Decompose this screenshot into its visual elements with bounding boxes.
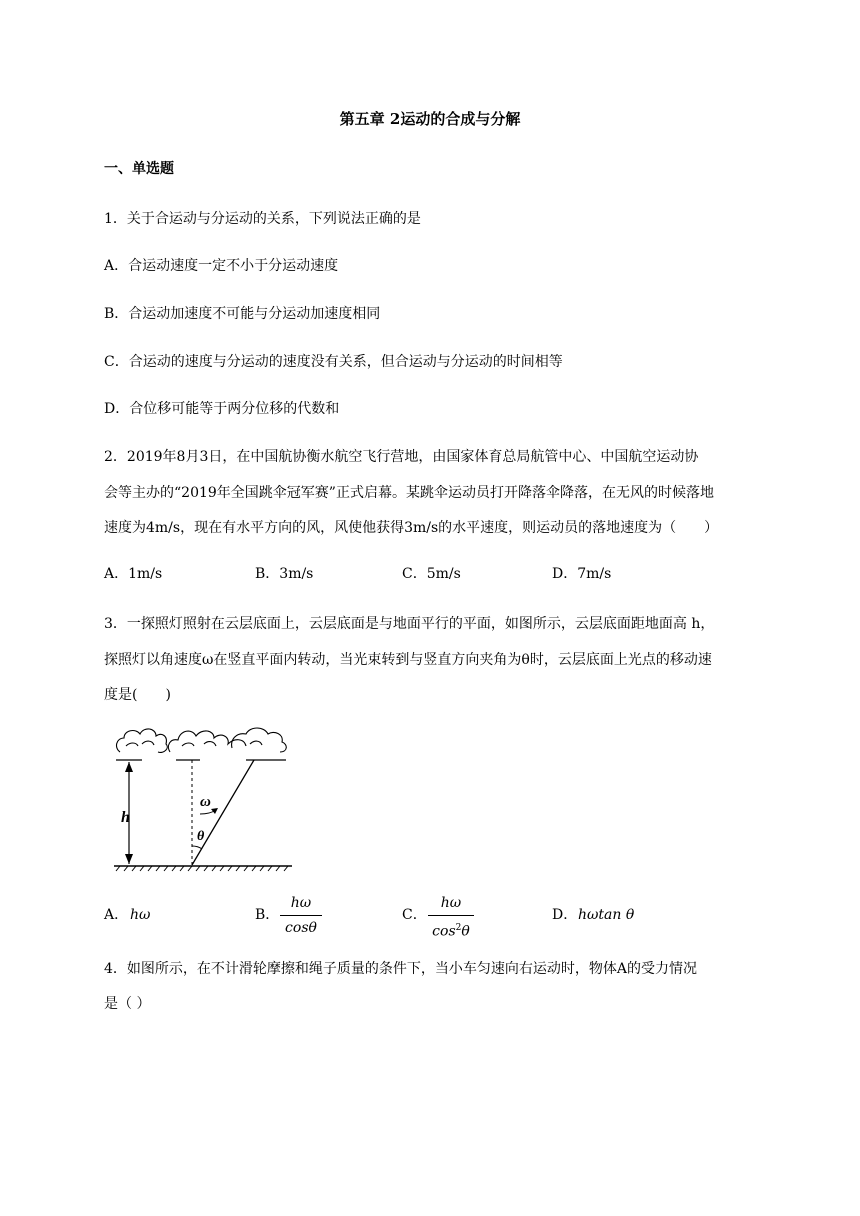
page-title: 第五章 2运动的合成与分解 bbox=[339, 110, 521, 128]
q3-stem-line2: 探照灯以角速度ω在竖直平面内转动，当光束转到与竖直方向夹角为θ时，云层底面上光点的移动速 bbox=[104, 652, 712, 668]
q3-option-c-den-post: θ bbox=[461, 923, 470, 940]
q3-option-b-denominator: cosθ bbox=[285, 920, 317, 936]
q3-option-b-fraction bbox=[280, 894, 322, 937]
cloud-shape bbox=[117, 728, 287, 752]
q3-option-c-fraction bbox=[428, 894, 474, 941]
q1-option-c: C．合运动的速度与分运动的速度没有关系，但合运动与分运动的时间相等 bbox=[104, 354, 563, 370]
fraction-bar bbox=[280, 915, 322, 916]
q3-option-c-denominator bbox=[428, 919, 474, 941]
q1-option-b: B．合运动加速度不可能与分运动加速度相同 bbox=[104, 306, 381, 322]
q3-option-a-expr: hω bbox=[130, 907, 151, 923]
q1-stem: 1．关于合运动与分运动的关系，下列说法正确的是 bbox=[104, 211, 421, 227]
q2-stem-line2: 会等主办的“2019年全国跳伞冠军赛”正式启幕。某跳伞运动员打开降落伞降落，在无风的时候落地 bbox=[104, 485, 714, 501]
q3-stem-line1: 3．一探照灯照射在云层底面上，云层底面是与地面平行的平面，如图所示，云层底面距地面高 h， bbox=[104, 616, 715, 632]
q2-option-c: C．5m/s bbox=[402, 566, 461, 582]
figure-label-omega: ω bbox=[200, 794, 211, 810]
q3-option-c-numerator: hω bbox=[440, 895, 462, 911]
q1-option-a: A．合运动速度一定不小于分运动速度 bbox=[104, 258, 339, 274]
q3-option-b-label: B． bbox=[255, 907, 280, 923]
q2-option-a: A．1m/s bbox=[104, 566, 163, 582]
q4-stem-line1: 4．如图所示，在不计滑轮摩擦和绳子质量的条件下，当小车匀速向右运动时，物体A的受力情况 bbox=[104, 961, 698, 977]
q3-option-c-den-pre: cos bbox=[432, 923, 456, 940]
q3-option-c-label: C． bbox=[402, 907, 427, 923]
q3-option-d-expr: hωtan θ bbox=[578, 907, 635, 923]
q2-option-d: D．7m/s bbox=[552, 566, 612, 582]
q2-option-b: B．3m/s bbox=[255, 566, 314, 582]
q1-option-d: D．合位移可能等于两分位移的代数和 bbox=[104, 401, 340, 417]
q3-option-b-numerator: hω bbox=[290, 895, 312, 911]
searchlight-diagram bbox=[112, 718, 296, 874]
q3-option-c-den-sup: 2 bbox=[455, 923, 462, 933]
q2-stem-line1: 2．2019年8月3日，在中国航协衡水航空飞行营地，由国家体育总局航管中心、中国航空运动协 bbox=[104, 449, 699, 465]
q3-option-d-label: D． bbox=[552, 907, 578, 923]
fraction-bar bbox=[428, 915, 474, 916]
section-heading: 一、单选题 bbox=[104, 161, 174, 177]
q4-stem-line2: 是（ ） bbox=[104, 996, 151, 1012]
figure-label-theta: θ bbox=[197, 829, 205, 844]
figure-label-h: h bbox=[121, 809, 130, 826]
q2-stem-line3: 速度为4m/s，现在有水平方向的风，风使他获得3m/s的水平速度，则运动员的落地速度为（ ） bbox=[104, 520, 719, 536]
q3-option-a-label: A． bbox=[104, 907, 129, 923]
q3-stem-line3: 度是( ) bbox=[104, 687, 171, 703]
